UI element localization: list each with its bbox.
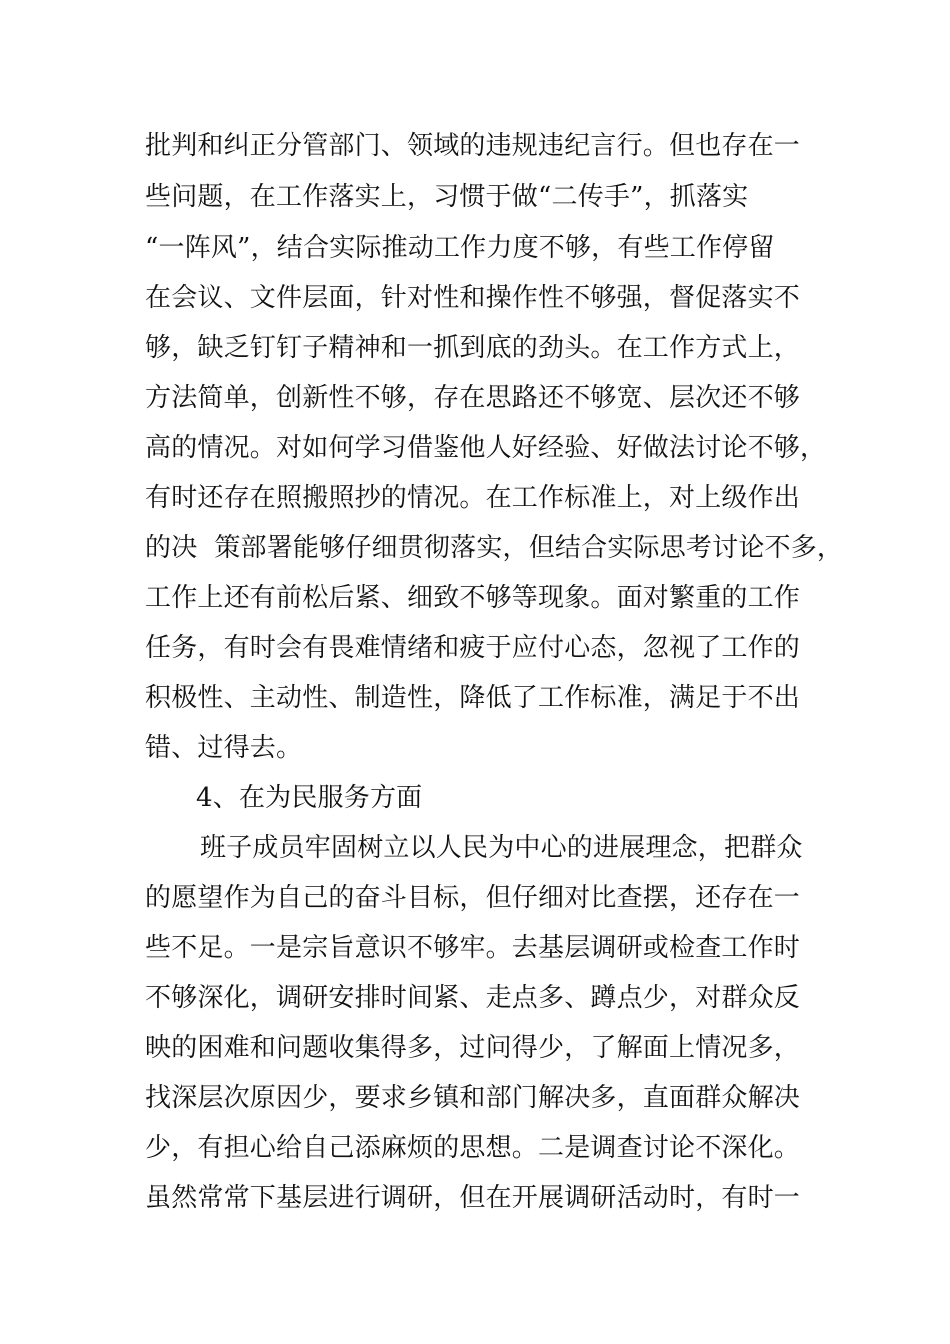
body-text-line: 些不足。一是宗旨意识不够牢。去基层调研或检查工作时 — [145, 933, 801, 963]
body-text-line: 积极性、主动性、制造性，降低了工作标准，满足于不出 — [145, 683, 801, 713]
body-text-line: 虽然常常下基层进行调研，但在开展调研活动时，有时一 — [145, 1183, 801, 1213]
body-text-line: 错、过得去。 — [145, 733, 303, 763]
body-text-line: 批判和纠正分管部门、领域的违规违纪言行。但也存在一 — [145, 131, 801, 161]
body-text-line: 找深层次原因少，要求乡镇和部门解决多，直面群众解决 — [145, 1083, 801, 1113]
body-text-line: 在会议、文件层面，针对性和操作性不够强，督促落实不 — [145, 283, 801, 313]
body-text-line: 些问题，在工作落实上，习惯于做“二传手”，抓落实 — [145, 182, 749, 212]
body-text-line: 不够深化，调研安排时间紧、走点多、蹲点少，对群众反 — [145, 983, 801, 1013]
section-heading: 4、在为民服务方面 — [196, 783, 423, 813]
body-text-line: “一阵风”，结合实际推动工作力度不够，有些工作停留 — [145, 233, 775, 263]
body-text-line: 高的情况。对如何学习借鉴他人好经验、好做法讨论不够， — [145, 433, 827, 463]
body-text-line: 工作上还有前松后紧、细致不够等现象。面对繁重的工作 — [145, 583, 801, 613]
body-text-line: 任务，有时会有畏难情绪和疲于应付心态，忽视了工作的 — [145, 633, 801, 663]
body-text-line: 的愿望作为自己的奋斗目标，但仔细对比查摆，还存在一 — [145, 883, 801, 913]
body-text-line: 班子成员牢固树立以人民为中心的进展理念，把群众 — [200, 833, 803, 863]
body-text-line: 方法简单，创新性不够，存在思路还不够宽、层次还不够 — [145, 383, 801, 413]
body-text-line: 够，缺乏钉钉子精神和一抓到底的劲头。在工作方式上， — [145, 333, 801, 363]
body-text-line: 映的困难和问题收集得多，过问得少，了解面上情况多， — [145, 1033, 801, 1063]
body-text-line: 有时还存在照搬照抄的情况。在工作标准上，对上级作出 — [145, 483, 801, 513]
body-text-line: 少，有担心给自己添麻烦的思想。二是调查讨论不深化。 — [145, 1133, 801, 1163]
body-text-line: 的决 策部署能够仔细贯彻落实，但结合实际思考讨论不多， — [145, 533, 844, 563]
